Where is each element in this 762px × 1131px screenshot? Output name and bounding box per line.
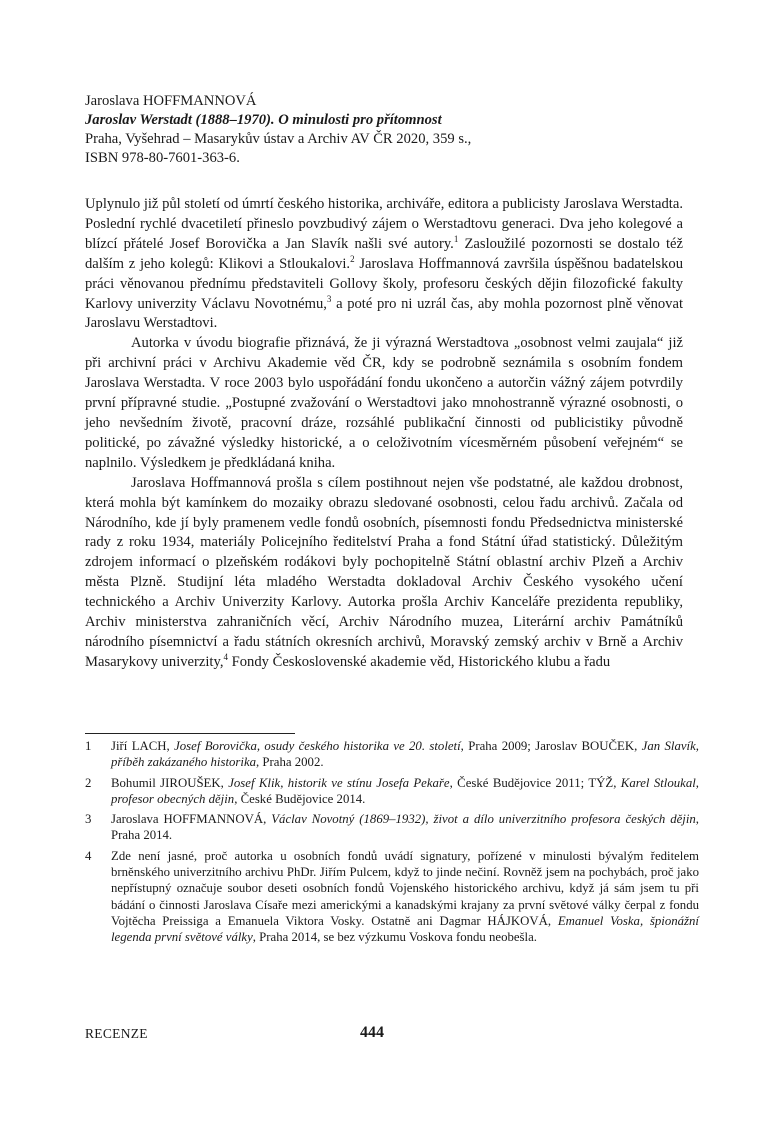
footnote-number: 3	[85, 812, 92, 827]
footnote-1	[85, 738, 699, 771]
footnote-text: Jaroslava HOFFMANNOVÁ, Václav Novotný (1869–1932), život a dílo univerzitního profesora českých dějin, Praha 2014.	[111, 812, 699, 843]
book-author: Jaroslava HOFFMANNOVÁ	[85, 93, 257, 109]
footnote-number: 2	[85, 775, 92, 790]
footnote-divider	[85, 733, 295, 734]
section-label: RECENZE	[85, 1026, 148, 1041]
footnote-text: Bohumil JIROUŠEK, Josef Klik, historik ve stínu Josefa Pekaře, České Budějovice 2011; TÝŽ, Karel Stloukal, profesor obecných dějin, České Budějovice 2014.	[111, 775, 699, 806]
paragraph-1-text-d: a poté pro ni uzrál čas, aby mohla pozornost plně věnovat Jaroslavu Werstadtovi.	[85, 295, 683, 332]
paragraph-1-text-a: Uplynulo již půl století od úmrtí českého historika, archiváře, editora a publicisty Jaroslava Werstadta. Poslední rychlé dvacetiletí přineslo povzbudivý zájem o Werstadtovu generaci. Dva jeho kolegové a blízcí přátelé Josef Borovička a Jan Slavík našli své autory.	[85, 196, 683, 252]
paragraph-3-text-a: Jaroslava Hoffmannová prošla s cílem postihnout nejen vše podstatné, ale každou drobnost, která mohla být kamínkem do mozaiky obrazu sledované osobnosti, celou řadu archivů. Začala od Národního, kde jí byly pramenem vedle fondů osobních, písemnosti fondu Předsednictva ministerské rady z roku 1934, materiály Policejního ředitelství Praha a fond Státní úřad statistický. Důležitým zdrojem informací o plzeňském rodákovi byly pochopitelně Státní oblastní archiv Plzeň a Archiv města Plzně. Studijní léta mladého Werstadta dokladoval Archiv Českého vysokého učení technického a Archiv Univerzity Karlovy. Autorka prošla Archiv Kanceláře prezidenta republiky, Archiv ministerstva zahraničních věcí, Archiv Národního muzea, Literární archiv Památníků národního písemnictví a řadu státních okresních archivů, Moravský zemský archiv v Brně a Archiv Masarykovy univerzity,	[85, 474, 683, 670]
footnote-text: Jiří LACH, Josef Borovička, osudy českého historika ve 20. století, Praha 2009; Jaroslav BOUČEK, Jan Slavík, příběh zakázaného historika, Praha 2002.	[111, 739, 699, 770]
book-publisher: Praha, Vyšehrad – Masarykův ústav a Archiv AV ČR 2020, 359 s.,	[85, 131, 472, 147]
footnote-number: 4	[85, 848, 92, 863]
paragraph-3-text-b: Fondy Československé akademie věd, Historického klubu a řadu	[227, 653, 611, 670]
paragraph-2: Autorka v úvodu biografie přiznává, že ji výrazná Werstadtova „osobnost velmi zaujala“ již při archivní práci v Archivu Akademie věd ČR, kdy se podrobně seznámila s osobním fondem Jaroslava Werstadta. V roce 2003 bylo uspořádání fondu ukončeno a autorčin vážný zájem potvrdily první přípravné studie. „Postupné zvažování o Werstadtovi jako mnohostranně výrazné osobnosti, o jeho nevšedním životě, pracovní dráze, rozsáhlé publikační činnosti od publicistiky původně politické, po závažné výsledky historické, a o celoživotním vícesměrném působení veřejném“ se naplnilo. Výsledkem je předkládaná kniha.	[85, 335, 683, 471]
review-header	[85, 92, 683, 168]
paragraph-1-text-c: Jaroslava Hoffmannová završila úspěšnou badatelskou práci věnovanou přednímu představiteli Gollovy školy, profesoru českých dějin filozofické fakulty Karlovy univerzity Václavu Novotnému,	[85, 255, 684, 312]
footnote-ref-4[interactable]: 4	[223, 651, 228, 662]
paragraph-1-text-b: Zasloužilé pozornosti se dostalo též dalším z jeho kolegů: Klikovi a Stloukalovi.	[85, 235, 683, 272]
footnote-ref-1[interactable]: 1	[453, 233, 459, 244]
footnote-4	[85, 848, 699, 946]
book-isbn: ISBN 978-80-7601-363-6.	[85, 150, 240, 166]
footnote-ref-2[interactable]: 2	[350, 253, 355, 264]
paragraph-3	[85, 474, 683, 673]
footnote-text: Zde není jasné, proč autorka u osobních fondů uvádí signatury, pořízené v minulosti bývalým ředitelem brněnského univerzitního archivu PhDr. Jiřím Pulcem, když to jinde nečiní. Rovněž jsem na pochybách, proč jako nepřístupný označuje soubor deseti osobních fondů Vojenského historického archivu, když já sám jsem tu při bádání o činnosti Jaroslava Císaře mezi americkými a kanadskými krajany za první světové války čerpal z fondu Vojtěcha Preissiga a Emanuela Viktora Vosky. Ostatně ani Dagmar HÁJKOVÁ, Emanuel Voska, špionážní legenda první světové války, Praha 2014, se bez výzkumu Voskova fondu neobešla.	[111, 848, 699, 945]
review-body	[85, 195, 683, 673]
footnote-number: 1	[85, 739, 92, 753]
review-page	[85, 92, 683, 673]
page-number: 444	[360, 1024, 384, 1041]
footnotes	[85, 738, 699, 950]
footnote-3	[85, 811, 699, 844]
footnote-2	[85, 775, 699, 808]
footnote-ref-3[interactable]: 3	[326, 293, 332, 304]
book-title: Jaroslav Werstadt (1888–1970). O minulosti pro přítomnost	[85, 112, 442, 128]
paragraph-1	[85, 195, 683, 334]
